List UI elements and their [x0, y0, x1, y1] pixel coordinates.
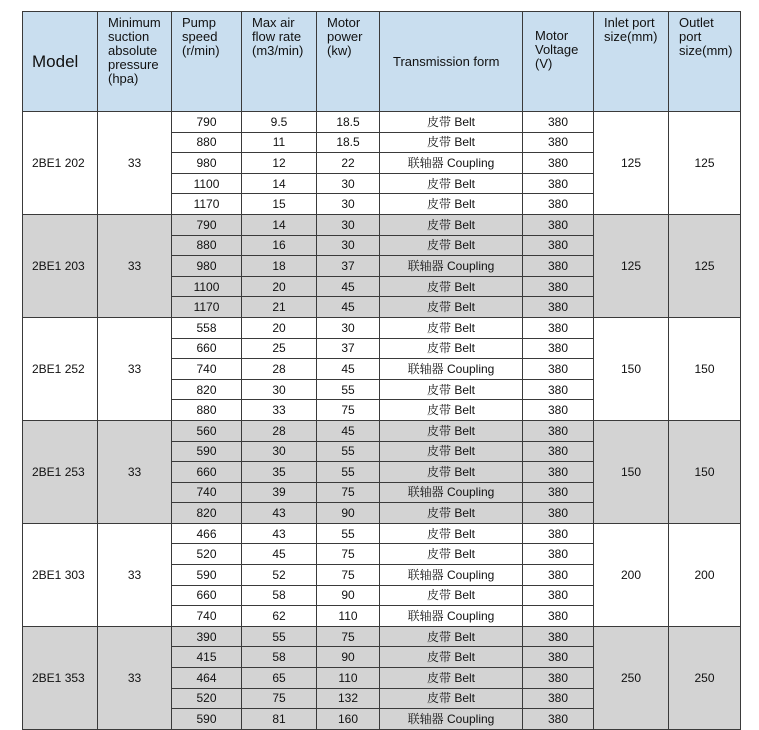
air-flow-cell: 43: [242, 523, 317, 544]
transmission-cell: 联轴器 Coupling: [380, 153, 523, 174]
air-flow-cell: 25: [242, 338, 317, 359]
pressure-cell: 33: [98, 626, 172, 729]
motor-power-cell: 110: [317, 606, 380, 627]
transmission-cell: 皮带 Belt: [380, 420, 523, 441]
motor-voltage-cell: 380: [523, 668, 594, 689]
motor-voltage-cell: 380: [523, 523, 594, 544]
pump-speed-cell: 980: [172, 256, 242, 277]
air-flow-cell: 58: [242, 585, 317, 606]
pump-speed-cell: 1170: [172, 194, 242, 215]
pump-speed-cell: 820: [172, 379, 242, 400]
air-flow-cell: 9.5: [242, 112, 317, 133]
table-row: [23, 112, 741, 133]
motor-power-cell: 18.5: [317, 112, 380, 133]
motor-power-cell: 18.5: [317, 132, 380, 153]
transmission-cell: 皮带 Belt: [380, 338, 523, 359]
motor-power-cell: 75: [317, 482, 380, 503]
pump-speed-cell: 1100: [172, 173, 242, 194]
header-max-air-flow: Max air flow rate (m3/min): [242, 12, 317, 112]
pump-speed-cell: 590: [172, 441, 242, 462]
pump-speed-cell: 660: [172, 462, 242, 483]
header-motor-power: Motor power (kw): [317, 12, 380, 112]
air-flow-cell: 35: [242, 462, 317, 483]
motor-voltage-cell: 380: [523, 400, 594, 421]
motor-power-cell: 90: [317, 503, 380, 524]
pressure-cell: 33: [98, 317, 172, 420]
model-group: [23, 317, 741, 420]
air-flow-cell: 30: [242, 441, 317, 462]
air-flow-cell: 75: [242, 688, 317, 709]
motor-voltage-cell: 380: [523, 214, 594, 235]
motor-power-cell: 45: [317, 297, 380, 318]
motor-voltage-cell: 380: [523, 276, 594, 297]
pump-speed-cell: 520: [172, 688, 242, 709]
motor-voltage-cell: 380: [523, 503, 594, 524]
pump-speed-cell: 464: [172, 668, 242, 689]
motor-power-cell: 90: [317, 585, 380, 606]
transmission-cell: 皮带 Belt: [380, 400, 523, 421]
pump-speed-cell: 558: [172, 317, 242, 338]
inlet-port-cell: 200: [594, 523, 669, 626]
pump-speed-cell: 820: [172, 503, 242, 524]
transmission-cell: 皮带 Belt: [380, 379, 523, 400]
motor-power-cell: 37: [317, 338, 380, 359]
air-flow-cell: 28: [242, 420, 317, 441]
motor-power-cell: 45: [317, 359, 380, 380]
transmission-cell: 皮带 Belt: [380, 688, 523, 709]
outlet-port-cell: 125: [669, 214, 741, 317]
transmission-cell: 联轴器 Coupling: [380, 606, 523, 627]
pressure-cell: 33: [98, 523, 172, 626]
pump-speed-cell: 740: [172, 606, 242, 627]
air-flow-cell: 14: [242, 173, 317, 194]
table-row: [23, 523, 741, 544]
transmission-cell: 皮带 Belt: [380, 317, 523, 338]
inlet-port-cell: 150: [594, 420, 669, 523]
motor-power-cell: 30: [317, 317, 380, 338]
motor-voltage-cell: 380: [523, 420, 594, 441]
inlet-port-cell: 125: [594, 214, 669, 317]
air-flow-cell: 45: [242, 544, 317, 565]
header-motor-voltage: Motor Voltage (V): [523, 12, 594, 112]
motor-voltage-cell: 380: [523, 462, 594, 483]
table-header: [23, 12, 741, 112]
transmission-cell: 皮带 Belt: [380, 276, 523, 297]
motor-voltage-cell: 380: [523, 647, 594, 668]
air-flow-cell: 20: [242, 317, 317, 338]
air-flow-cell: 39: [242, 482, 317, 503]
air-flow-cell: 30: [242, 379, 317, 400]
motor-power-cell: 55: [317, 462, 380, 483]
motor-power-cell: 22: [317, 153, 380, 174]
transmission-cell: 皮带 Belt: [380, 441, 523, 462]
pump-speed-cell: 590: [172, 709, 242, 730]
pressure-cell: 33: [98, 214, 172, 317]
transmission-cell: 皮带 Belt: [380, 235, 523, 256]
air-flow-cell: 28: [242, 359, 317, 380]
air-flow-cell: 58: [242, 647, 317, 668]
motor-power-cell: 75: [317, 565, 380, 586]
vacuum-pump-spec-table: [22, 11, 741, 730]
outlet-port-cell: 125: [669, 112, 741, 215]
motor-power-cell: 90: [317, 647, 380, 668]
outlet-port-cell: 250: [669, 626, 741, 729]
transmission-cell: 皮带 Belt: [380, 214, 523, 235]
pump-speed-cell: 790: [172, 214, 242, 235]
pump-speed-cell: 1100: [172, 276, 242, 297]
motor-voltage-cell: 380: [523, 626, 594, 647]
motor-voltage-cell: 380: [523, 112, 594, 133]
outlet-port-cell: 150: [669, 317, 741, 420]
header-pump-speed: Pump speed (r/min): [172, 12, 242, 112]
table-row: [23, 317, 741, 338]
motor-voltage-cell: 380: [523, 194, 594, 215]
motor-voltage-cell: 380: [523, 297, 594, 318]
transmission-cell: 皮带 Belt: [380, 544, 523, 565]
motor-power-cell: 30: [317, 194, 380, 215]
air-flow-cell: 65: [242, 668, 317, 689]
inlet-port-cell: 125: [594, 112, 669, 215]
transmission-cell: 联轴器 Coupling: [380, 565, 523, 586]
motor-voltage-cell: 380: [523, 585, 594, 606]
motor-power-cell: 55: [317, 379, 380, 400]
model-group: [23, 214, 741, 317]
header-min-pressure: Minimum suction absolute pressure (hpa): [98, 12, 172, 112]
air-flow-cell: 55: [242, 626, 317, 647]
air-flow-cell: 33: [242, 400, 317, 421]
motor-voltage-cell: 380: [523, 565, 594, 586]
outlet-port-cell: 200: [669, 523, 741, 626]
air-flow-cell: 18: [242, 256, 317, 277]
transmission-cell: 联轴器 Coupling: [380, 359, 523, 380]
header-inlet-port: Inlet port size(mm): [594, 12, 669, 112]
pump-speed-cell: 880: [172, 132, 242, 153]
model-cell: 2BE1 203: [23, 214, 98, 317]
motor-voltage-cell: 380: [523, 379, 594, 400]
motor-voltage-cell: 380: [523, 482, 594, 503]
inlet-port-cell: 150: [594, 317, 669, 420]
pump-speed-cell: 1170: [172, 297, 242, 318]
motor-voltage-cell: 380: [523, 606, 594, 627]
air-flow-cell: 14: [242, 214, 317, 235]
pump-speed-cell: 740: [172, 482, 242, 503]
pressure-cell: 33: [98, 112, 172, 215]
transmission-cell: 皮带 Belt: [380, 503, 523, 524]
motor-voltage-cell: 380: [523, 132, 594, 153]
air-flow-cell: 15: [242, 194, 317, 215]
transmission-cell: 联轴器 Coupling: [380, 256, 523, 277]
motor-voltage-cell: 380: [523, 688, 594, 709]
model-group: [23, 420, 741, 523]
motor-voltage-cell: 380: [523, 153, 594, 174]
pump-speed-cell: 740: [172, 359, 242, 380]
motor-power-cell: 160: [317, 709, 380, 730]
motor-power-cell: 75: [317, 544, 380, 565]
motor-voltage-cell: 380: [523, 441, 594, 462]
table-row: [23, 420, 741, 441]
pump-speed-cell: 880: [172, 235, 242, 256]
transmission-cell: 皮带 Belt: [380, 647, 523, 668]
motor-voltage-cell: 380: [523, 544, 594, 565]
model-cell: 2BE1 202: [23, 112, 98, 215]
motor-voltage-cell: 380: [523, 173, 594, 194]
transmission-cell: 皮带 Belt: [380, 173, 523, 194]
air-flow-cell: 43: [242, 503, 317, 524]
motor-power-cell: 110: [317, 668, 380, 689]
motor-power-cell: 30: [317, 214, 380, 235]
air-flow-cell: 16: [242, 235, 317, 256]
model-group: [23, 112, 741, 215]
motor-power-cell: 45: [317, 420, 380, 441]
pump-speed-cell: 415: [172, 647, 242, 668]
motor-power-cell: 75: [317, 400, 380, 421]
pump-speed-cell: 790: [172, 112, 242, 133]
transmission-cell: 皮带 Belt: [380, 668, 523, 689]
transmission-cell: 联轴器 Coupling: [380, 709, 523, 730]
air-flow-cell: 11: [242, 132, 317, 153]
pump-speed-cell: 390: [172, 626, 242, 647]
pump-speed-cell: 880: [172, 400, 242, 421]
air-flow-cell: 52: [242, 565, 317, 586]
air-flow-cell: 81: [242, 709, 317, 730]
header-model: Model: [23, 12, 98, 112]
motor-power-cell: 45: [317, 276, 380, 297]
air-flow-cell: 20: [242, 276, 317, 297]
pump-speed-cell: 560: [172, 420, 242, 441]
model-cell: 2BE1 252: [23, 317, 98, 420]
motor-power-cell: 30: [317, 173, 380, 194]
pump-speed-cell: 520: [172, 544, 242, 565]
table-row: [23, 626, 741, 647]
pump-speed-cell: 466: [172, 523, 242, 544]
transmission-cell: 皮带 Belt: [380, 523, 523, 544]
motor-voltage-cell: 380: [523, 256, 594, 277]
transmission-cell: 皮带 Belt: [380, 462, 523, 483]
model-cell: 2BE1 353: [23, 626, 98, 729]
pump-speed-cell: 590: [172, 565, 242, 586]
motor-voltage-cell: 380: [523, 235, 594, 256]
table-row: [23, 214, 741, 235]
transmission-cell: 皮带 Belt: [380, 297, 523, 318]
header-outlet-port: Outlet port size(mm): [669, 12, 741, 112]
motor-voltage-cell: 380: [523, 709, 594, 730]
motor-power-cell: 55: [317, 441, 380, 462]
motor-power-cell: 30: [317, 235, 380, 256]
transmission-cell: 皮带 Belt: [380, 585, 523, 606]
model-cell: 2BE1 303: [23, 523, 98, 626]
model-group: [23, 523, 741, 626]
transmission-cell: 皮带 Belt: [380, 194, 523, 215]
air-flow-cell: 12: [242, 153, 317, 174]
header-transmission: Transmission form: [380, 12, 523, 112]
pump-speed-cell: 660: [172, 338, 242, 359]
motor-power-cell: 132: [317, 688, 380, 709]
pressure-cell: 33: [98, 420, 172, 523]
transmission-cell: 皮带 Belt: [380, 626, 523, 647]
motor-power-cell: 37: [317, 256, 380, 277]
model-cell: 2BE1 253: [23, 420, 98, 523]
motor-power-cell: 55: [317, 523, 380, 544]
model-group: [23, 626, 741, 729]
motor-voltage-cell: 380: [523, 317, 594, 338]
transmission-cell: 皮带 Belt: [380, 132, 523, 153]
air-flow-cell: 62: [242, 606, 317, 627]
motor-voltage-cell: 380: [523, 338, 594, 359]
transmission-cell: 联轴器 Coupling: [380, 482, 523, 503]
pump-speed-cell: 660: [172, 585, 242, 606]
inlet-port-cell: 250: [594, 626, 669, 729]
air-flow-cell: 21: [242, 297, 317, 318]
pump-speed-cell: 980: [172, 153, 242, 174]
outlet-port-cell: 150: [669, 420, 741, 523]
transmission-cell: 皮带 Belt: [380, 112, 523, 133]
motor-power-cell: 75: [317, 626, 380, 647]
motor-voltage-cell: 380: [523, 359, 594, 380]
